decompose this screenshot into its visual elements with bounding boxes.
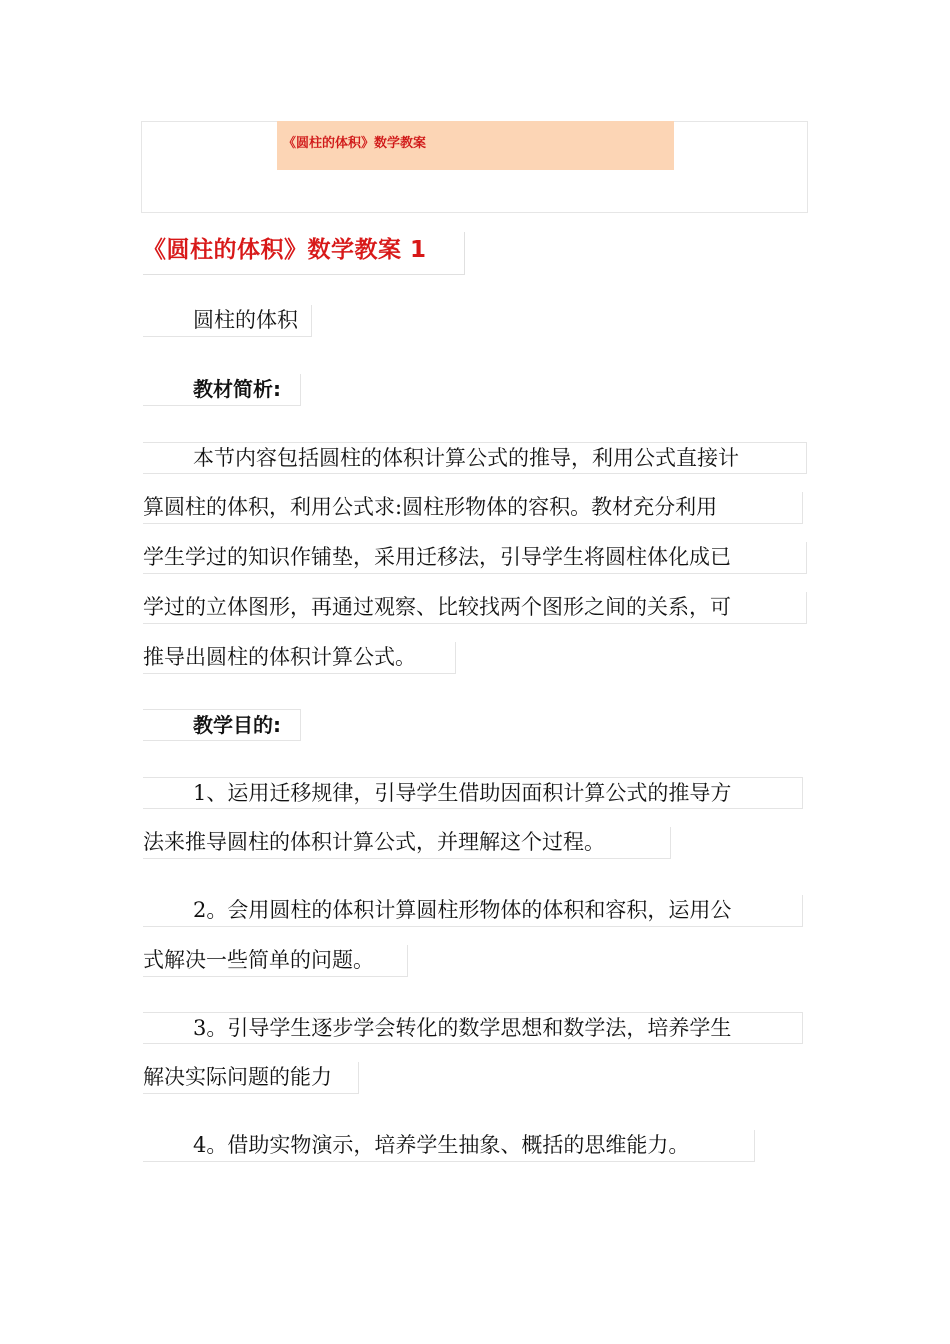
header-tab-title: 《圆柱的体积》数学教案 bbox=[283, 136, 427, 151]
goal-item-2-line: 式解决一些简单的问题。 bbox=[143, 945, 408, 977]
paragraph-line: 本节内容包括圆柱的体积计算公式的推导，利用公式直接计 bbox=[143, 442, 807, 474]
header-tab bbox=[277, 121, 674, 170]
goal-item-4-line: 4。借助实物演示，培养学生抽象、概括的思维能力。 bbox=[143, 1130, 755, 1162]
paragraph-line: 学生学过的知识作铺垫，采用迁移法，引导学生将圆柱体化成已 bbox=[143, 542, 807, 574]
goal-item-3-line: 解决实际问题的能力 bbox=[143, 1062, 359, 1094]
paragraph-line: 算圆柱的体积，利用公式求:圆柱形物体的容积。教材充分利用 bbox=[143, 492, 803, 524]
section-heading-material: 教材简析: bbox=[143, 374, 301, 406]
document-title: 《圆柱的体积》数学教案 1 bbox=[143, 232, 465, 275]
paragraph-line: 推导出圆柱的体积计算公式。 bbox=[143, 642, 456, 674]
section-heading-goals: 教学目的: bbox=[143, 709, 301, 741]
goal-item-1-line: 1、运用迁移规律，引导学生借助因面积计算公式的推导方 bbox=[143, 777, 803, 809]
goal-item-2-line: 2。会用圆柱的体积计算圆柱形物体的体积和容积，运用公 bbox=[143, 895, 803, 927]
goal-item-1-line: 法来推导圆柱的体积计算公式，并理解这个过程。 bbox=[143, 827, 671, 859]
paragraph-line: 学过的立体图形，再通过观察、比较找两个图形之间的关系，可 bbox=[143, 592, 807, 624]
subtitle: 圆柱的体积 bbox=[143, 305, 312, 337]
goal-item-3-line: 3。引导学生逐步学会转化的数学思想和数学法，培养学生 bbox=[143, 1012, 803, 1044]
